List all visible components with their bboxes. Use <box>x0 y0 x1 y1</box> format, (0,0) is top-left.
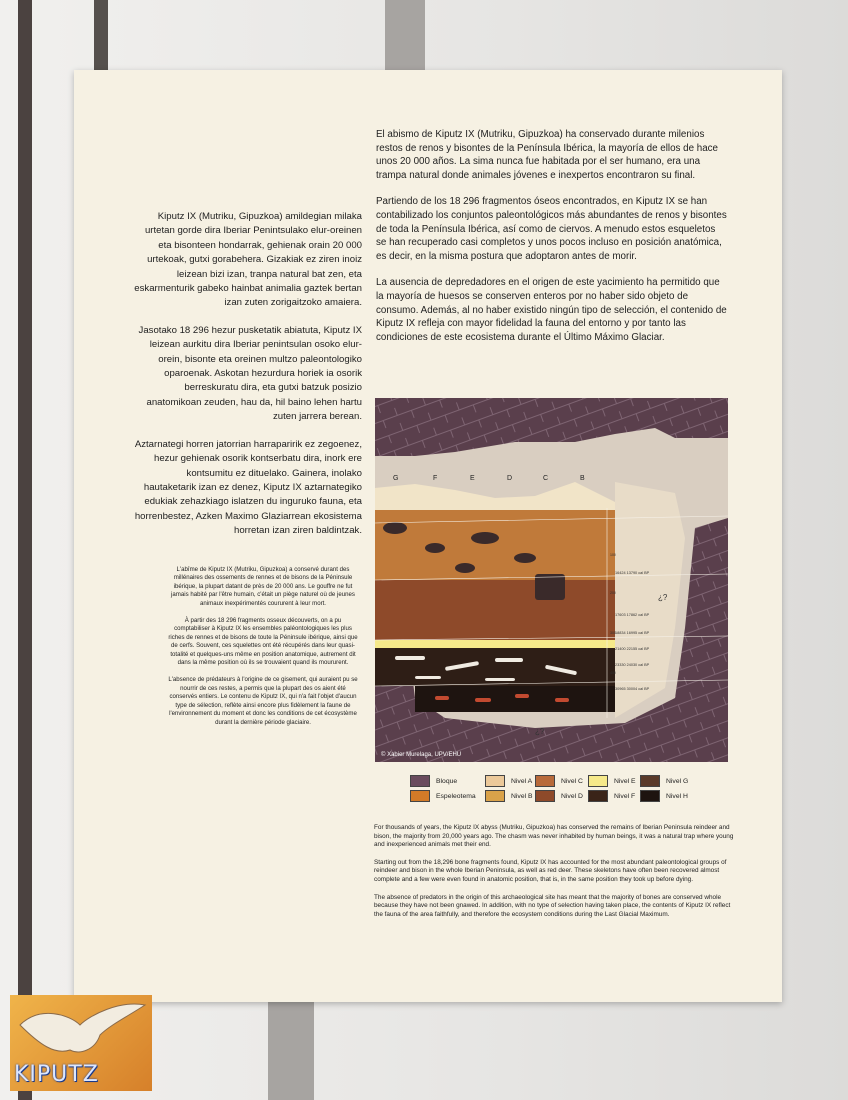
legend-label: Bloque <box>436 777 458 785</box>
legend-label: Espeleotema <box>436 792 476 800</box>
wall-stripe-left <box>18 0 32 1100</box>
legend-swatch <box>535 775 555 787</box>
english-text <box>374 824 734 928</box>
date-label-5: 23330 24030 cal BP <box>615 663 650 667</box>
wall-stripe-right <box>385 0 425 70</box>
level-d <box>375 580 615 640</box>
unknown-mark-1: ¿? <box>658 593 668 602</box>
spanish-paragraph-1: El abismo de Kiputz IX (Mutriku, Gipuzkoa) ha conservado durante milenios restos de renos y bisontes de la Península Ibérica, la mayoría de ellos de hace unos 20 000 años. La sima nunca fue habitada por el ser humano, era una trampa natural donde animales jóvenes e inexpertos encontraron su final. <box>376 129 719 181</box>
legend-label: Nivel B <box>511 792 533 800</box>
legend-swatch <box>485 790 505 802</box>
grid-label-d: D <box>507 475 513 482</box>
legend-bloque <box>410 775 457 787</box>
french-paragraph-1: L'abîme de Kiputz IX (Mutriku, Gipuzkoa) a conservé durant des millénaires des ossements de rennes et de bisons de la Péninsule ibérique, la plupart datant de près de 20 000 ans. Le gouffre ne fut jamais habité par l'être humain, c'était un piège naturel où de jeunes animaux inexpérimentés coururent à leur mort. <box>171 566 355 607</box>
kiputz-logo <box>10 995 152 1091</box>
french-text <box>168 566 358 736</box>
depth-200: 200 <box>610 591 616 595</box>
legend-swatch <box>588 775 608 787</box>
basque-paragraph-2: Jasotako 18 296 hezur pusketatik abiatuta, Kiputz IX leizean aurkitu dira Iberiar penintsulan osoko elur-orein, bisonte eta oreinen multzo paleontologiko oparoenak. Askotan hezurdura horiek ia osorik berreskuratu dira, eta gutxi batzuk posizio anatomikoan zeuden, hau da, hil baino lehen hartu zuten jarrera berean. <box>138 324 362 423</box>
stratigraphy-diagram <box>375 398 728 762</box>
grid-label-e: E <box>470 475 475 482</box>
grid-label-b: B <box>580 475 585 482</box>
legend-nivel-f <box>588 790 635 802</box>
legend-nivel-d <box>535 790 583 802</box>
legend-label: Nivel G <box>666 777 689 785</box>
grid-label-g: G <box>393 475 399 482</box>
legend-espeleotema <box>410 790 476 802</box>
english-paragraph-3: The absence of predators in the origin of this archaeological site has meant that the majority of bones are conserved whole because they have not been gnawed. In addition, with no type of selection having taken place, the contents of Kiputz IX reflect the fauna of the area faithfully, and therefore the ecosystem conditions during the Last Glacial Maximum. <box>374 893 731 918</box>
legend-label: Nivel F <box>614 792 636 800</box>
english-paragraph-1: For thousands of years, the Kiputz IX abyss (Mutriku, Gipuzkoa) has conserved the remains of Iberian Peninsula reindeer and bison, the majority from 20,000 years ago. The chasm was never inhabited by human beings, it was a natural trap where young and inexperienced animals met their end. <box>374 824 734 849</box>
date-label-3: 18834 16995 cal BP <box>615 631 650 635</box>
french-paragraph-3: L'absence de prédateurs à l'origine de ce gisement, qui auraient pu se nourrir de ces restes, a permis que la plupart des os aient été conservés entiers. Le contenu de Kiputz IX, qui n'a fait l'objet d'aucun type de sélection, reflète ainsi encore plus fidèlement la faune de l'environnement du moment et donc les conditions de cet écosystème durant la dernière période glaciaire. <box>168 676 358 726</box>
unknown-mark-2: ¿? <box>535 727 545 736</box>
legend-swatch <box>640 775 660 787</box>
french-paragraph-2: À partir des 18 296 fragments osseux découverts, on a pu comptabiliser à Kiputz IX les ensembles paléontologiques les plus riches de rennes et de bisons de toute la Péninsule ibérique, ainsi que de cerfs. Souvent, ces squelettes ont été récupérés dans leur quasi-totalité et quelques-uns même en position anatomique, autrement dit dans la même position où ils se trouvaient quand ils moururent. <box>168 617 358 667</box>
legend-nivel-c <box>535 775 583 787</box>
date-label-2: 17603 17862 cal BP <box>615 613 650 617</box>
diagram-credit: © Xabier Murelaga, UPV/EHU <box>381 752 462 758</box>
spanish-paragraph-2: Partiendo de los 18 296 fragmentos óseos encontrados, en Kiputz IX se han contabilizado los conjuntos paleontológicos más abundantes de renos y bisontes de toda la Península Ibérica, así como de ciervos. A menudo estos esqueletos se han recuperado casi completos y unos pocos incluso en posición anatómica, es decir, en la misma postura que adoptaron antes de morir. <box>376 196 727 262</box>
basque-text <box>132 210 362 552</box>
stratigraphy-svg <box>375 398 728 762</box>
basque-paragraph-3: Aztarnategi horren jatorrian harraparirik ez zegoenez, hezur gehienak osorik kontserbatu dira, inork ere kontsumitu ez dituelako. Gainera, inolako hautaketarik izan ez denez, Kiputz IX aztarnategiko edukiak zehazkiago islatzen du inguruko fauna, eta horrenbestez, Azken Maximo Glaziarrean ekosistema horretan izan ziren baldintzak. <box>134 438 362 537</box>
legend-swatch <box>410 790 430 802</box>
spanish-paragraph-3: La ausencia de depredadores en el origen de este yacimiento ha permitido que la mayoría de huesos se conserven enteros por no haber sido objeto de consumo. Además, al no haber existido ningún tipo de selección, el contenido de Kiputz IX refleja con mayor fidelidad la fauna del entorno y por tanto las condiciones de este ecosistema durante el Último Máximo Glaciar. <box>376 277 727 343</box>
date-label-4: 21400 22155 cal BP <box>615 647 650 651</box>
level-e <box>375 640 615 648</box>
legend-label: Nivel C <box>561 777 583 785</box>
date-label-1: 16424 13790 cal BP <box>615 571 650 575</box>
legend-nivel-e <box>588 775 636 787</box>
basque-paragraph-1: Kiputz IX (Mutriku, Gipuzkoa) amildegian milaka urtetan gorde dira Iberiar Penintsulako elur-oreinen eta bisonteen hondarrak, gehienak orain 20 000 urtekoak, gutxi gorabehera. Gizakiak ez ziren inoiz leizean bizi izan, tranpa natural bat zen, eta eskarmenturik gabeko hainbat animalia gaztek bertan izan zuten zorigaitzoko amaiera. <box>134 211 362 309</box>
legend-label: Nivel D <box>561 792 583 800</box>
depth-400: 400 <box>610 671 616 675</box>
legend-swatch <box>588 790 608 802</box>
legend-label: Nivel H <box>666 792 688 800</box>
diagram-legend <box>410 775 710 815</box>
grid-label-c: C <box>543 475 549 482</box>
legend-nivel-a <box>485 775 532 787</box>
legend-nivel-b <box>485 790 533 802</box>
legend-nivel-g <box>640 775 688 787</box>
legend-swatch <box>640 790 660 802</box>
grid-label-f: F <box>433 475 438 482</box>
logo-text: KIPUTZ <box>14 1062 99 1087</box>
date-label-6: 30965 30004 cal BP <box>615 687 650 691</box>
english-paragraph-2: Starting out from the 18,296 bone fragments found, Kiputz IX has accounted for the most abundant paleontological groups of reindeer and bison in the whole Iberian Peninsula, as well as red deer. These skeletons have often been recovered almost complete and a few were even found in anatomic position, that is, in the same position they took up before dying. <box>374 858 727 883</box>
legend-label: Nivel A <box>511 777 533 785</box>
legend-swatch <box>410 775 430 787</box>
spanish-text <box>376 128 728 357</box>
skull-icon <box>10 995 152 1065</box>
legend-label: Nivel E <box>614 777 636 785</box>
legend-swatch <box>535 790 555 802</box>
wall-stripe-right-2 <box>268 1002 314 1100</box>
legend-swatch <box>485 775 505 787</box>
depth-100: 100 <box>610 553 616 557</box>
legend-nivel-h <box>640 790 688 802</box>
depth-300: 300 <box>610 631 616 635</box>
wall-stripe-left-2 <box>94 0 108 75</box>
